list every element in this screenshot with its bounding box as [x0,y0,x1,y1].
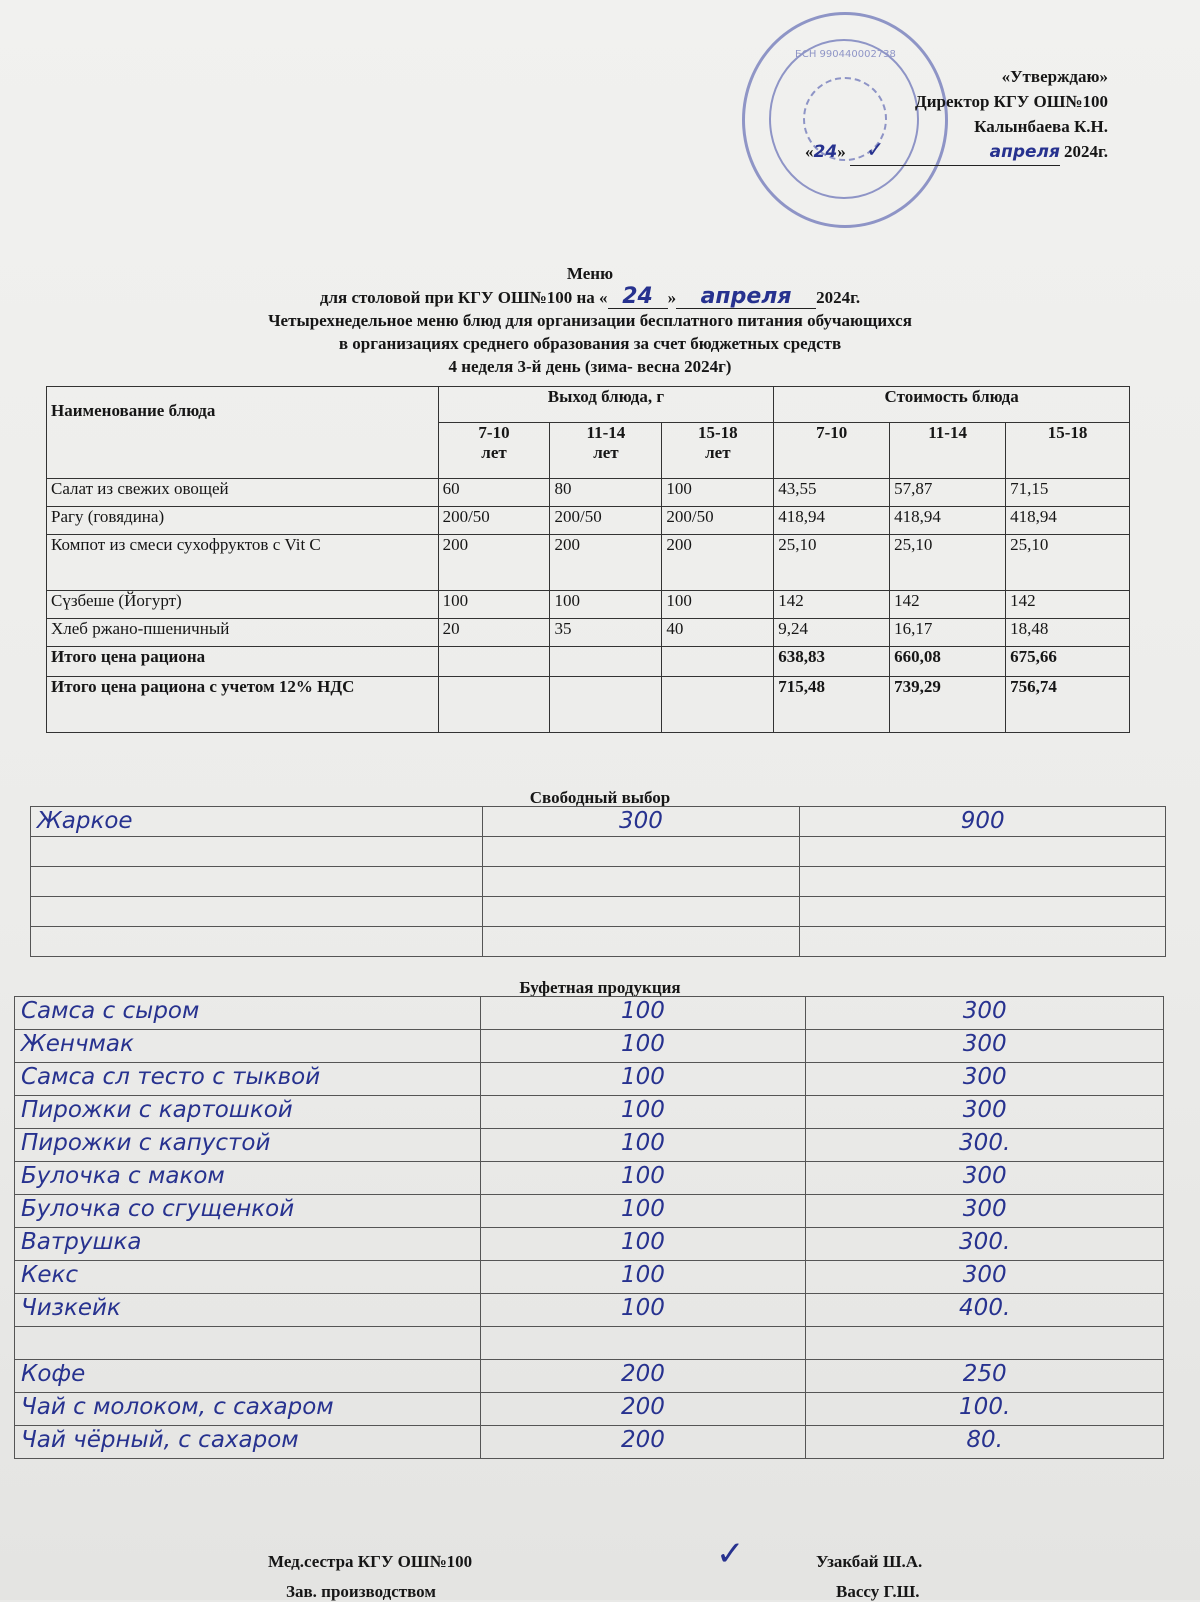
total-row: Итого цена рациона 638,83 660,08 675,66 [47,647,1130,677]
buffet-item-weight: 100 [480,1129,806,1162]
buffet-item-weight: 100 [480,1294,806,1327]
menu-date-line: для столовой при КГУ ОШ№100 на « 24 » апреля 2024г. [319,284,861,309]
buffet-item-name: Кекс [15,1261,481,1294]
free_choice-item-price [800,927,1166,957]
free-choice-table [30,806,1166,957]
buffet-row [15,1426,1164,1459]
free_choice-item-price [800,897,1166,927]
buffet-item-weight: 100 [480,997,806,1030]
dish-weight: 200 [438,535,550,591]
nurse-signature: ✓ [716,1534,745,1574]
buffet-title: Буфетная продукция [519,978,681,997]
total-vat-row: Итого цена рациона с учетом 12% НДС 715,48 739,29 756,74 [47,677,1130,733]
free_choice-item-name [31,867,483,897]
dish-cost: 25,10 [1006,535,1130,591]
age-group: 7-10 лет [438,423,550,479]
approval-date-day: 24 [813,142,838,162]
buffet-item-weight: 100 [480,1162,806,1195]
dish-cost: 71,15 [1006,479,1130,507]
approval-position: Директор КГУ ОШ№100 [915,92,1108,111]
buffet-table [14,996,1164,1459]
buffet-item-name: Чизкейк [15,1294,481,1327]
buffet-item-name: Женчмак [15,1030,481,1063]
dish-cost: 142 [774,591,890,619]
free-choice-title: Свободный выбор [529,788,671,807]
dish-weight: 35 [550,619,662,647]
free_choice-item-weight [482,897,800,927]
dish-weight: 100 [438,591,550,619]
buffet-item-price: 300. [806,1228,1164,1261]
buffet-row [15,1129,1164,1162]
dish-weight: 100 [662,591,774,619]
buffet-row [15,1195,1164,1228]
free_choice-item-weight [482,837,800,867]
buffet-item-weight: 200 [480,1360,806,1393]
buffet-item-weight: 100 [480,1096,806,1129]
buffet-item-weight: 100 [480,1030,806,1063]
buffet-item-price: 300 [806,1195,1164,1228]
dish-name: Рагу (говядина) [47,507,439,535]
buffet-item-weight: 200 [480,1393,806,1426]
footer-chef-label: Зав. производством [286,1582,436,1601]
buffet-item-weight: 100 [480,1063,806,1096]
dish-cost: 57,87 [890,479,1006,507]
free_choice-row [31,927,1166,957]
dish-name: Компот из смеси сухофруктов с Vit C [47,535,439,591]
menu-row [47,479,1130,507]
dish-cost: 418,94 [890,507,1006,535]
director-signature: ✓ [866,138,885,163]
dish-cost: 16,17 [890,619,1006,647]
buffet-item-price: 300 [806,1063,1164,1096]
buffet-item-price: 300 [806,1030,1164,1063]
dish-weight: 200/50 [550,507,662,535]
approval-date: «24» апреля 2024г. [805,139,1108,166]
dish-name: Хлеб ржано-пшеничный [47,619,439,647]
free_choice-row [31,867,1166,897]
dish-cost: 142 [890,591,1006,619]
dish-cost: 418,94 [1006,507,1130,535]
col-dish-name: Наименование блюда [47,387,439,479]
buffet-row [15,1030,1164,1063]
menu-date-day: 24 [608,285,668,309]
buffet-item-price: 400. [806,1294,1164,1327]
free_choice-item-name [31,837,483,867]
buffet-item-name: Булочка с маком [15,1162,481,1195]
menu-title: Меню [566,264,614,283]
buffet-row [15,1327,1164,1360]
buffet-row [15,1360,1164,1393]
free_choice-item-price [800,867,1166,897]
age-group: 11-14 лет [550,423,662,479]
menu-table [46,386,1130,733]
dish-weight: 80 [550,479,662,507]
free_choice-item-weight: 300 [482,807,800,837]
dish-cost: 418,94 [774,507,890,535]
dish-weight: 100 [550,591,662,619]
footer-nurse-name: Узакбай Ш.А. [816,1552,923,1571]
menu-row [47,591,1130,619]
free_choice-item-weight [482,927,800,957]
menu-period: 4 неделя 3-й день (зима- весна 2024г) [448,357,732,376]
col-output: Выход блюда, г [438,387,774,423]
buffet-item-weight: 100 [480,1228,806,1261]
menu-row [47,619,1130,647]
free_choice-item-price [800,837,1166,867]
menu-subtitle-2: в организациях среднего образования за счет бюджетных средств [338,334,842,353]
cost-group: 15-18 [1006,423,1130,479]
buffet-item-price: 100. [806,1393,1164,1426]
menu-subtitle: Четырехнедельное меню блюд для организации бесплатного питания обучающихся [268,311,912,330]
buffet-item-price: 300 [806,1261,1164,1294]
free_choice-row [31,837,1166,867]
dish-weight: 40 [662,619,774,647]
dish-weight: 200/50 [438,507,550,535]
buffet-item-weight: 200 [480,1426,806,1459]
buffet-item-weight [480,1327,806,1360]
dish-weight: 100 [662,479,774,507]
dish-cost: 18,48 [1006,619,1130,647]
buffet-item-price: 80. [806,1426,1164,1459]
free_choice-row [31,807,1166,837]
cost-group: 11-14 [890,423,1006,479]
menu-header [40,262,1140,378]
buffet-row [15,1063,1164,1096]
approval-title: «Утверждаю» [1001,67,1108,86]
buffet-row [15,1393,1164,1426]
dish-weight: 20 [438,619,550,647]
buffet-row [15,1096,1164,1129]
buffet-item-price: 250 [806,1360,1164,1393]
buffet-item-weight: 100 [480,1195,806,1228]
dish-cost: 9,24 [774,619,890,647]
dish-name: Сүзбеше (Йогурт) [47,591,439,619]
buffet-item-weight: 100 [480,1261,806,1294]
buffet-item-name: Ватрушка [15,1228,481,1261]
buffet-item-name: Чай чёрный, с сахаром [15,1426,481,1459]
free_choice-item-weight [482,867,800,897]
free_choice-item-name [31,927,483,957]
approval-name: Калынбаева К.Н. [974,117,1108,136]
buffet-item-name: Самса с сыром [15,997,481,1030]
free_choice-item-price: 900 [800,807,1166,837]
buffet-row [15,1294,1164,1327]
approval-date-month: апреля [850,140,1060,166]
dish-weight: 200 [662,535,774,591]
age-group: 15-18 лет [662,423,774,479]
buffet-item-price: 300. [806,1129,1164,1162]
buffet-item-name: Чай с молоком, с сахаром [15,1393,481,1426]
buffet-row [15,997,1164,1030]
buffet-row [15,1162,1164,1195]
buffet-item-name: Кофе [15,1360,481,1393]
dish-cost: 25,10 [774,535,890,591]
buffet-item-name [15,1327,481,1360]
dish-weight: 60 [438,479,550,507]
approval-block [805,64,1108,166]
buffet-item-price: 300 [806,997,1164,1030]
dish-name: Салат из свежих овощей [47,479,439,507]
menu-date-month: апреля [676,285,816,309]
buffet-item-name: Булочка со сгущенкой [15,1195,481,1228]
official-seal: БСН 990440002738 [742,12,948,228]
buffet-item-price: 300 [806,1096,1164,1129]
dish-weight: 200/50 [662,507,774,535]
dish-cost: 43,55 [774,479,890,507]
buffet-row [15,1261,1164,1294]
free_choice-item-name [31,897,483,927]
footer-chef-name: Вассу Г.Ш. [836,1582,920,1601]
cost-group: 7-10 [774,423,890,479]
col-cost: Стоимость блюда [774,387,1130,423]
menu-row [47,535,1130,591]
buffet-item-price [806,1327,1164,1360]
dish-cost: 25,10 [890,535,1006,591]
buffet-item-name: Самса сл тесто с тыквой [15,1063,481,1096]
menu-row [47,507,1130,535]
footer-nurse-label: Мед.сестра КГУ ОШ№100 [268,1552,473,1571]
buffet-item-price: 300 [806,1162,1164,1195]
free_choice-item-name: Жаркое [31,807,483,837]
free_choice-row [31,897,1166,927]
dish-cost: 142 [1006,591,1130,619]
buffet-item-name: Пирожки с картошкой [15,1096,481,1129]
dish-weight: 200 [550,535,662,591]
buffet-item-name: Пирожки с капустой [15,1129,481,1162]
buffet-row [15,1228,1164,1261]
